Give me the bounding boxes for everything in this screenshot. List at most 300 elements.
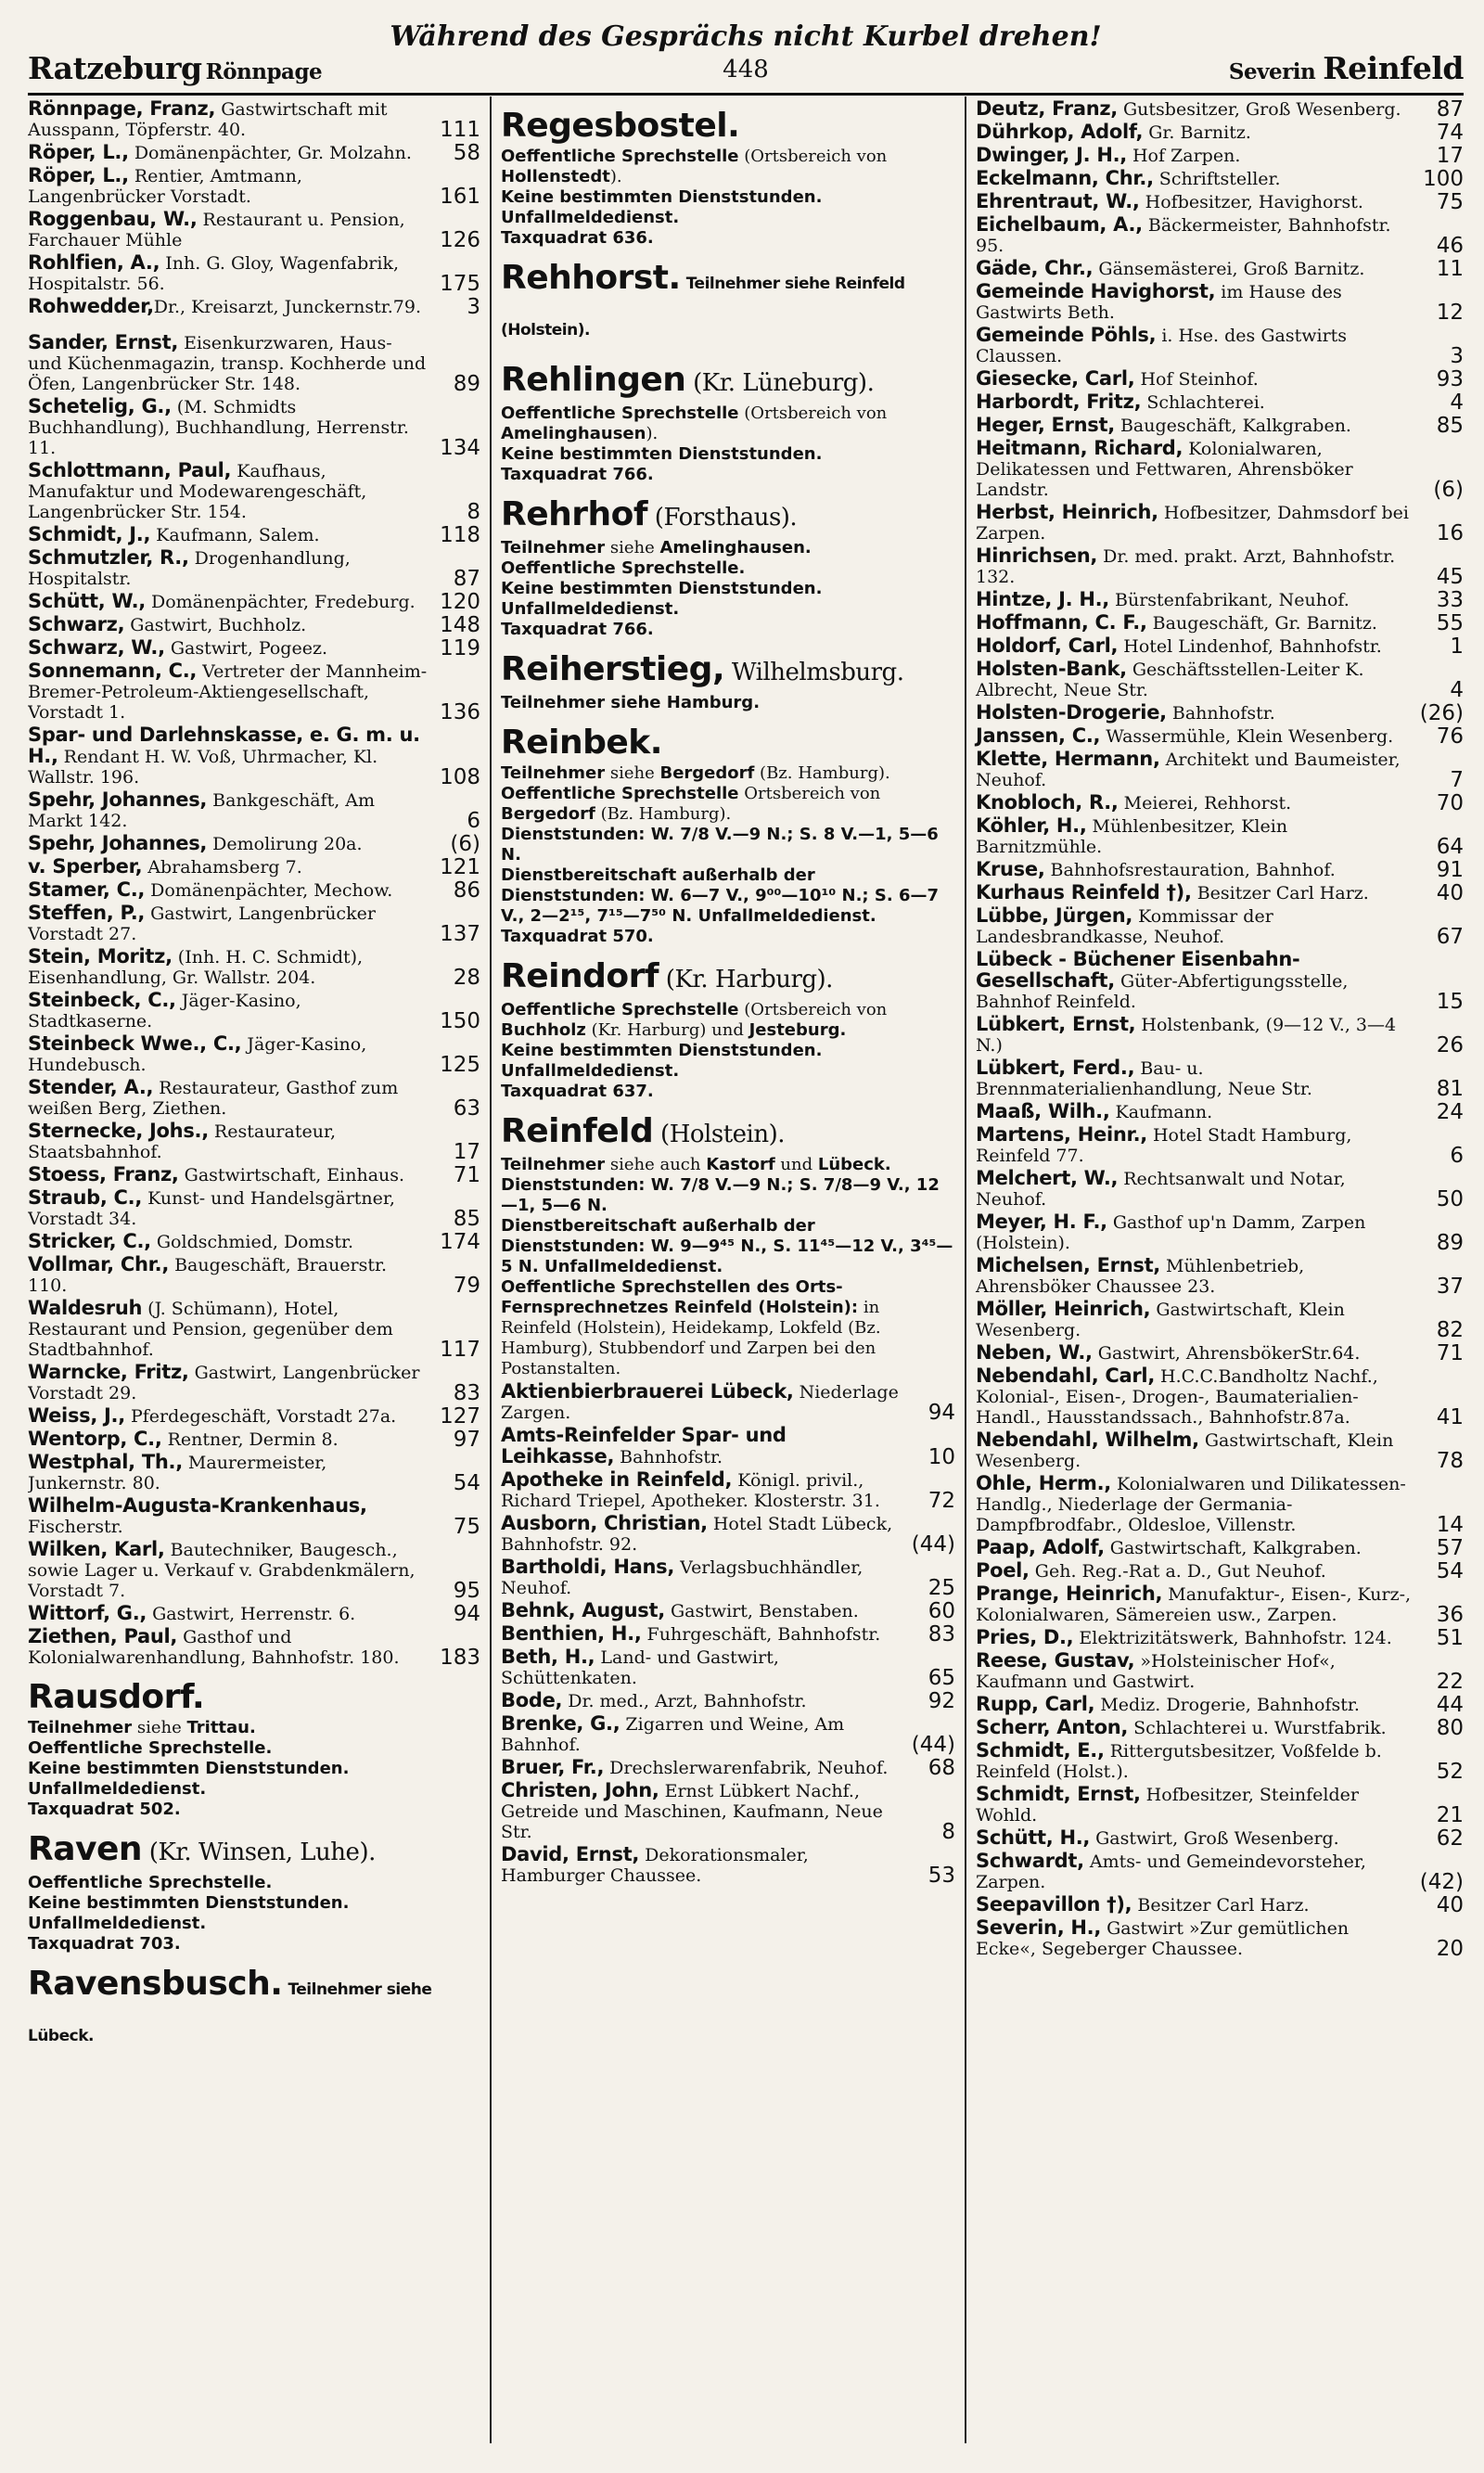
phone-number: 14 (1436, 1513, 1464, 1537)
place-name: Rehrhof (501, 495, 648, 533)
listing-name: Kruse, (976, 858, 1045, 880)
listing-name: Wilken, Karl, (28, 1538, 165, 1560)
listing-details: Kommissar der Landesbrandkasse, Neuhof. (976, 906, 1273, 947)
phone-number: 137 (440, 922, 480, 946)
column-right (966, 96, 1464, 2443)
listing-entry (28, 724, 480, 788)
listing-name: Holdorf, Carl, (976, 634, 1119, 657)
listing-details: Restaurateur, Staatsbahnhof. (28, 1121, 336, 1162)
listing-entry (976, 882, 1464, 903)
phone-number: 58 (453, 141, 480, 165)
place-name: Reiherstieg, (501, 650, 725, 688)
bold-text: Dienststunden: W. 7/8 V.—9 N.; S. 8 V.—1, 5—6 N. (501, 825, 939, 865)
phone-number: 75 (1436, 190, 1464, 214)
phone-number: 91 (1436, 858, 1464, 882)
place-name: Reinfeld (501, 1112, 654, 1150)
listing-details: Hotel Lindenhof, Bahnhofstr. (1118, 636, 1382, 657)
column-middle (492, 96, 966, 2443)
listing-entry (501, 1647, 955, 1688)
listing-name: Ziethen, Paul, (28, 1625, 178, 1647)
listing-name: Rohlfien, A., (28, 251, 160, 274)
listing-name: Steffen, P., (28, 902, 146, 924)
phone-number: 121 (440, 855, 480, 879)
place-info-line (501, 187, 955, 228)
bold-text: Dienststunden: W. 7/8 V.—9 N.; S. 7/8—9 V., 12—1, 5—6 N. (501, 1175, 940, 1215)
place-heading (501, 956, 955, 1000)
listing-name: Ohle, Herm., (976, 1472, 1111, 1494)
phone-number: 17 (1436, 144, 1464, 168)
listing-entry (28, 591, 480, 612)
listing-name: Sonnemann, C., (28, 660, 198, 682)
place-info-line (501, 1041, 955, 1082)
listing-details: H.C.C.Bandholtz Nachf., Kolonial-, Eisen-, Drogen-, Baumaterialien-Handl., Hausstandssach., Bahnhofstr.87a. (976, 1366, 1378, 1428)
phone-number: 83 (928, 1622, 955, 1647)
listing-name: Rönnpage, Franz, (28, 97, 216, 120)
listing-details: Domänenpächter, Gr. Molzahn. (128, 143, 412, 163)
listing-details: Gastwirt, Pogeez. (164, 638, 328, 659)
phone-number: 89 (453, 372, 480, 396)
phone-number: 71 (1436, 1341, 1464, 1365)
listing-name: Westphal, Th., (28, 1451, 183, 1473)
listing-name: Hinrichsen, (976, 545, 1098, 567)
place-name: Rausdorf. (28, 1678, 205, 1716)
listing-entry (976, 1342, 1464, 1364)
listing-details: Mühlenbesitzer, Klein Barnitzmühle. (976, 816, 1288, 857)
listing-entry (501, 1425, 955, 1467)
listing-details: Dr. med., Arzt, Bahnhofstr. (562, 1691, 807, 1711)
listing-name: Lübkert, Ferd., (976, 1057, 1135, 1079)
place-info-line (501, 693, 955, 713)
listing-name: Röper, L., (28, 164, 129, 186)
listing-entry (28, 789, 480, 831)
phone-number: 57 (1436, 1536, 1464, 1560)
listing-details: Fischerstr. (28, 1517, 123, 1537)
entry-list (501, 1381, 955, 1886)
spacer (28, 317, 480, 330)
phone-number: 87 (1436, 97, 1464, 122)
listing-name: Vollmar, Chr., (28, 1253, 170, 1275)
listing-entry (976, 1627, 1464, 1648)
listing-name: Lübkert, Ernst, (976, 1013, 1136, 1035)
place-info-line (28, 1800, 480, 1820)
listing-details: Jäger-Kasino, Stadtkaserne. (28, 991, 301, 1031)
place-info-line (28, 1738, 480, 1759)
listing-entry (501, 1757, 955, 1778)
place-info-line (28, 1893, 480, 1934)
place-heading (501, 723, 955, 763)
listing-entry (28, 98, 480, 140)
listing-name: Gemeinde Havighorst, (976, 280, 1216, 302)
listing-details: Bahnhofstr. (1166, 703, 1275, 724)
listing-details: Bankgeschäft, Am Markt 142. (28, 790, 376, 831)
listing-details: Hofbesitzer, Dahmsdorf bei Zarpen. (976, 503, 1409, 544)
phone-number: 150 (440, 1009, 480, 1033)
listing-entry (28, 332, 480, 394)
place-qualifier: (Kr. Winsen, Luhe). (142, 1839, 376, 1866)
listing-name: Eichelbaum, A., (976, 213, 1143, 236)
phone-number: 36 (1436, 1603, 1464, 1627)
listing-entry (28, 1164, 480, 1185)
place-heading (28, 1829, 480, 1873)
listing-entry (976, 612, 1464, 634)
listing-details: Wassermühle, Klein Wesenberg. (1100, 726, 1394, 747)
listing-name: Seepavillon †), (976, 1893, 1132, 1916)
phone-number: 119 (440, 636, 480, 660)
place-reference: Teilnehmer siehe Reinfeld (Holstein). (501, 275, 905, 340)
listing-name: Wentorp, C., (28, 1428, 162, 1450)
listing-details: Kaufmann, Salem. (150, 525, 320, 545)
phone-number: 93 (1436, 367, 1464, 391)
phone-number: 3 (467, 295, 480, 319)
listing-details: Domänenpächter, Fredeburg. (145, 592, 416, 612)
listing-name: Steinbeck Wwe., C., (28, 1032, 242, 1055)
listing-details: Gastwirt, Benstaben. (664, 1601, 859, 1621)
listing-entry (28, 1405, 480, 1427)
listing-name: Heger, Ernst, (976, 414, 1115, 436)
listing-name: Scherr, Anton, (976, 1716, 1129, 1738)
phone-number: 76 (1436, 724, 1464, 749)
listing-details: (J. Schümann), Hotel, Restaurant und Pension, gegenüber dem Stadtbahnhof. (28, 1299, 393, 1360)
listing-details: »Holsteinischer Hof«, Kaufmann und Gastwirt. (976, 1651, 1336, 1692)
listing-name: Deutz, Franz, (976, 97, 1118, 120)
listing-details: Niederlage Zargen. (501, 1382, 899, 1423)
listing-name: Holsten-Drogerie, (976, 701, 1167, 724)
listing-details: Maurermeister, Junkernstr. 80. (28, 1453, 327, 1493)
listing-entry (976, 1255, 1464, 1297)
phone-number: 108 (440, 765, 480, 789)
phone-number: 26 (1436, 1033, 1464, 1057)
listing-details: Baugeschäft, Gr. Barnitz. (1146, 613, 1377, 634)
listing-details: Güter-Abfertigungsstelle, Bahnhof Reinfeld. (976, 971, 1349, 1012)
listing-details: Jäger-Kasino, Hundebusch. (28, 1034, 367, 1075)
listing-entry (28, 296, 480, 317)
phone-number: 126 (440, 228, 480, 252)
listing-name: Christen, John, (501, 1779, 659, 1801)
place-info-line: Oeffentliche Sprechstelle (Ortsbereich von Hollenstedt). (501, 147, 888, 186)
bold-text: Taxquadrat 766. (501, 620, 654, 639)
bold-text: Dienstbereitschaft außerhalb der Dienststunden: W. 6—7 V., 9⁰⁰—10¹⁰ N.; S. 6—7 V., 2—2¹⁵, 7¹⁵—7⁵⁰ N. Unfallmeldedienst. (501, 865, 939, 926)
listing-entry (976, 815, 1464, 857)
place-heading (501, 360, 955, 404)
header-right-place: Reinfeld (1323, 50, 1464, 86)
place-heading (28, 1964, 480, 2057)
listing-name: Brenke, G., (501, 1712, 620, 1735)
phone-number: 1 (1450, 634, 1464, 659)
listing-details: Baugeschäft, Kalkgraben. (1114, 416, 1351, 436)
listing-name: Janssen, C., (976, 724, 1101, 747)
listing-entry (976, 589, 1464, 610)
place-heading (501, 258, 955, 351)
listing-entry (28, 879, 480, 901)
listing-entry (976, 1101, 1464, 1122)
listing-name: Aktienbierbrauerei Lübeck, (501, 1380, 794, 1403)
listing-entry (976, 659, 1464, 700)
listing-name: Stein, Moritz, (28, 945, 173, 967)
listing-details: Dekorationsmaler, Hamburger Chaussee. (501, 1845, 809, 1886)
phone-number: 10 (928, 1445, 955, 1469)
listing-details: Kolonialwaren und Dilikatessen-Handlg., Niederlage der Germania-Dampfbrodfabr., Oldesloe, Villenstr. (976, 1474, 1406, 1535)
header-motto: Während des Gesprächs nicht Kurbel drehen! (390, 20, 1102, 53)
place-info-line (501, 558, 955, 579)
listing-name: Eckelmann, Chr., (976, 167, 1154, 189)
listing-details: Drechslerwarenfabrik, Neuhof. (604, 1758, 889, 1778)
listing-name: Waldesruh (28, 1297, 143, 1319)
listing-name: Nebendahl, Wilhelm, (976, 1429, 1199, 1451)
phone-number: 75 (453, 1515, 480, 1539)
listing-details: Gastwirt, Langenbrücker Vorstadt 29. (28, 1363, 420, 1403)
listing-entry (976, 191, 1464, 212)
listing-details: Bürstenfabrikant, Neuhof. (1108, 590, 1350, 610)
place-name: Regesbostel. (501, 107, 740, 145)
place-info-line: Oeffentliche Sprechstelle Ortsbereich von Bergedorf (Bz. Hamburg). (501, 784, 881, 824)
listing-entry (976, 391, 1464, 413)
listing-entry (501, 1844, 955, 1886)
bold-text: Keine bestimmten Dienststunden. Unfallmeldedienst. (501, 1041, 823, 1081)
phone-number: 11 (1436, 257, 1464, 281)
listing-details: Restaurateur, Gasthof zum weißen Berg, Ziethen. (28, 1078, 399, 1119)
listing-entry (976, 1650, 1464, 1692)
phone-number: 67 (1436, 925, 1464, 949)
listing-details: Hofbesitzer, Steinfelder Wohld. (976, 1785, 1359, 1826)
listing-name: Spehr, Johannes, (28, 832, 208, 854)
listing-details: Verlagsbuchhändler, Neuhof. (501, 1557, 864, 1598)
bold-text: Taxquadrat 636. (501, 228, 654, 248)
listing-details: Drogenhandlung, Hospitalstr. (28, 548, 351, 589)
listing-name: Bode, (501, 1689, 563, 1711)
bold-text: Oeffentliche Sprechstellen des Orts-Fernsprechnetzes Reinfeld (Holstein): (501, 1277, 859, 1317)
phone-number: 21 (1436, 1803, 1464, 1827)
place-heading (28, 1677, 480, 1718)
listing-name: Straub, C., (28, 1186, 143, 1209)
listing-name: Schmidt, J., (28, 523, 151, 545)
listing-name: Gäde, Chr., (976, 257, 1094, 279)
phone-number: 64 (1436, 835, 1464, 859)
phone-number: 175 (440, 272, 480, 296)
phone-number: 63 (453, 1096, 480, 1121)
phone-number: 161 (440, 185, 480, 209)
listing-name: Beth, H., (501, 1646, 595, 1668)
listing-details: (Inh. H. C. Schmidt), Eisenhandlung, Gr. Wallstr. 204. (28, 947, 364, 988)
phone-number: 100 (1423, 167, 1464, 191)
bold-text: Oeffentliche Sprechstelle (501, 147, 739, 166)
phone-number: 127 (440, 1404, 480, 1429)
listing-details: Gasthof und Kolonialwarenhandlung, Bahnhofstr. 180. (28, 1627, 400, 1668)
bold-text: Teilnehmer (501, 763, 606, 783)
phone-number: 148 (440, 613, 480, 637)
listing-entry (976, 1537, 1464, 1558)
header-left-place: Ratzeburg (28, 50, 202, 86)
listing-entry (28, 1254, 480, 1296)
listing-entry (28, 1362, 480, 1403)
listing-details: Schriftsteller. (1153, 169, 1281, 189)
listing-name: Giesecke, Carl, (976, 367, 1135, 390)
phone-number: 134 (440, 436, 480, 460)
listing-details: Bäckermeister, Bahnhofstr. 95. (976, 215, 1391, 256)
listing-name: Prange, Heinrich, (976, 1582, 1163, 1605)
listing-details: Bahnhofstr. (614, 1447, 723, 1467)
phone-number: 94 (453, 1602, 480, 1626)
listing-name: Wittorf, G., (28, 1602, 147, 1624)
phone-number: 85 (453, 1207, 480, 1231)
listing-details: Gänsemästerei, Groß Barnitz. (1093, 259, 1365, 279)
place-block (501, 494, 955, 640)
listing-name: Schmutzler, R., (28, 546, 189, 569)
listing-name: Benthien, H., (501, 1622, 642, 1645)
listing-details: Mediz. Drogerie, Bahnhofstr. (1094, 1695, 1360, 1715)
bold-text: Taxquadrat 570. (501, 927, 654, 946)
listing-details: Gastwirtschaft, Kalkgraben. (1104, 1538, 1362, 1558)
listing-details: Restaurant u. Pension, Farchauer Mühle (28, 210, 405, 250)
phone-number: 51 (1436, 1626, 1464, 1650)
listing-entry (976, 1168, 1464, 1210)
place-info-line: Teilnehmer siehe auch Kastorf und Lübeck. (501, 1155, 891, 1174)
listing-name: Behnk, August, (501, 1599, 665, 1621)
listing-entry (28, 614, 480, 635)
listing-name: Rohwedder, (28, 295, 154, 317)
listing-name: Köhler, H., (976, 814, 1087, 837)
listing-entry (976, 1851, 1464, 1892)
listing-entry (976, 1473, 1464, 1535)
phone-number: 4 (1450, 391, 1464, 415)
listing-details: Gastwirt, Herrenstr. 6. (147, 1604, 356, 1624)
phone-number: 82 (1436, 1318, 1464, 1342)
listing-name: Melchert, W., (976, 1167, 1119, 1189)
phone-number: 80 (1436, 1716, 1464, 1740)
listing-name: Paap, Adolf, (976, 1536, 1105, 1558)
listing-details: Ernst Lübkert Nachf., Getreide und Maschinen, Kaufmann, Neue Str. (501, 1781, 883, 1842)
listing-details: Gr. Barnitz. (1143, 122, 1251, 143)
place-list (501, 106, 955, 1379)
listing-entry (976, 1365, 1464, 1428)
listing-name: Roggenbau, W., (28, 208, 198, 230)
listing-entry (976, 905, 1464, 947)
place-heading (501, 1111, 955, 1155)
bold-text: Keine bestimmten Dienststunden. Unfallmeldedienst. (28, 1759, 350, 1799)
phone-number: 81 (1436, 1077, 1464, 1101)
listing-name: Schütt, W., (28, 590, 146, 612)
listing-details: Eisenkurzwaren, Haus- und Küchenmagazin, transp. Kochherde und Öfen, Langenbrücker Str. 148. (28, 333, 427, 394)
listing-details: Rentier, Amtmann, Langenbrücker Vorstadt. (28, 166, 302, 207)
phone-number: (26) (1419, 701, 1464, 725)
listing-details: Schlachterei. (1141, 392, 1265, 413)
listing-name: Heitmann, Richard, (976, 437, 1183, 459)
phone-number: (42) (1419, 1870, 1464, 1894)
phone-number: 40 (1436, 1893, 1464, 1917)
place-heading (501, 649, 955, 693)
listing-entry (976, 258, 1464, 279)
listing-entry (976, 702, 1464, 724)
place-reference: Teilnehmer siehe Lübeck. (28, 1980, 432, 2045)
listing-details: Kunst- und Handelsgärtner, Vorstadt 34. (28, 1188, 395, 1229)
listing-entry (28, 1626, 480, 1668)
bold-text: Teilnehmer (501, 538, 606, 557)
listing-name: Schmidt, Ernst, (976, 1783, 1141, 1805)
listing-entry (501, 1381, 955, 1423)
listing-details: Goldschmied, Domstr. (150, 1232, 354, 1252)
listing-details: Gastwirtschaft, Einhaus. (178, 1165, 405, 1185)
listing-name: Schetelig, G., (28, 395, 172, 417)
bold-text: Taxquadrat 766. (501, 465, 654, 484)
listing-entry (28, 1298, 480, 1360)
bold-text: Taxquadrat 637. (501, 1082, 654, 1101)
listing-entry (28, 1603, 480, 1624)
phone-number: 65 (928, 1666, 955, 1690)
listing-name: Knobloch, R., (976, 791, 1119, 814)
listing-name: Schwarz, (28, 613, 125, 635)
bold-text: Oeffentliche Sprechstelle. (501, 558, 746, 578)
listing-entry (501, 1600, 955, 1621)
place-info-line: Teilnehmer siehe Bergedorf (Bz. Hamburg). (501, 763, 890, 783)
listing-details: Gastwirt, Groß Wesenberg. (1090, 1828, 1339, 1849)
listing-entry (976, 1583, 1464, 1625)
phone-number: 78 (1436, 1449, 1464, 1473)
place-name: Rehhorst. (501, 259, 681, 297)
listing-name: Bartholdi, Hans, (501, 1556, 675, 1578)
bold-text: Buchholz (501, 1020, 586, 1040)
listing-name: Schwarz, W., (28, 636, 165, 659)
place-block (28, 1677, 480, 1820)
listing-name: Möller, Heinrich, (976, 1298, 1151, 1320)
phone-number: 111 (440, 118, 480, 142)
listing-details: Holstenbank, (9—12 V., 3—4 N.) (976, 1015, 1397, 1056)
listing-name: Klette, Hermann, (976, 748, 1160, 770)
listing-name: Schwardt, (976, 1850, 1084, 1872)
bold-text: Bergedorf (501, 804, 595, 824)
listing-name: Harbordt, Fritz, (976, 391, 1142, 413)
place-qualifier: (Forsthaus). (647, 504, 798, 532)
listing-entry (28, 637, 480, 659)
listing-name: Herbst, Heinrich, (976, 501, 1158, 523)
listing-details: Kaufhaus, Manufaktur und Modewarengeschäft, Langenbrücker Str. 154. (28, 461, 367, 522)
phone-number: (44) (911, 1532, 955, 1557)
listing-entry (976, 1827, 1464, 1849)
listing-name: Severin, H., (976, 1916, 1102, 1939)
listing-entry (28, 1077, 480, 1119)
listing-details: Inh. G. Gloy, Wagenfabrik, Hospitalstr. 56. (28, 253, 400, 294)
listing-entry (28, 252, 480, 294)
bold-text: Bergedorf (659, 763, 755, 783)
listing-entry (501, 1690, 955, 1711)
listing-details: Dr. med. prakt. Arzt, Bahnhofstr. 132. (976, 546, 1396, 587)
phone-number: 8 (941, 1820, 955, 1844)
listing-name: Wilhelm-Augusta-Krankenhaus, (28, 1494, 367, 1517)
listing-details: Meierei, Rehhorst. (1118, 793, 1292, 814)
bold-text: Oeffentliche Sprechstelle (501, 784, 739, 803)
listing-details: Hotel Stadt Hamburg, Reinfeld 77. (976, 1125, 1352, 1166)
listing-entry (501, 1469, 955, 1511)
listing-entry (976, 438, 1464, 500)
listing-entry (28, 1539, 480, 1601)
listing-name: Rupp, Carl, (976, 1693, 1095, 1715)
listing-entry (976, 725, 1464, 747)
listing-name: Michelsen, Ernst, (976, 1254, 1160, 1276)
phone-number: 15 (1436, 990, 1464, 1014)
listing-name: Apotheke in Reinfeld, (501, 1468, 733, 1491)
listing-entry (28, 1429, 480, 1450)
place-info-line (501, 1216, 955, 1277)
listing-entry (28, 660, 480, 723)
listing-details: Baugeschäft, Brauerstr. 110. (28, 1255, 388, 1296)
phone-number: 95 (453, 1579, 480, 1603)
listing-entry (28, 1033, 480, 1075)
place-info-line (501, 579, 955, 620)
place-info-line: Teilnehmer siehe Trittau. (28, 1718, 256, 1737)
place-name: Reinbek. (501, 724, 662, 762)
place-info-line (501, 465, 955, 485)
place-block (28, 1829, 480, 1954)
listing-name: Pries, D., (976, 1626, 1074, 1648)
place-name: Ravensbusch. (28, 1965, 283, 2003)
